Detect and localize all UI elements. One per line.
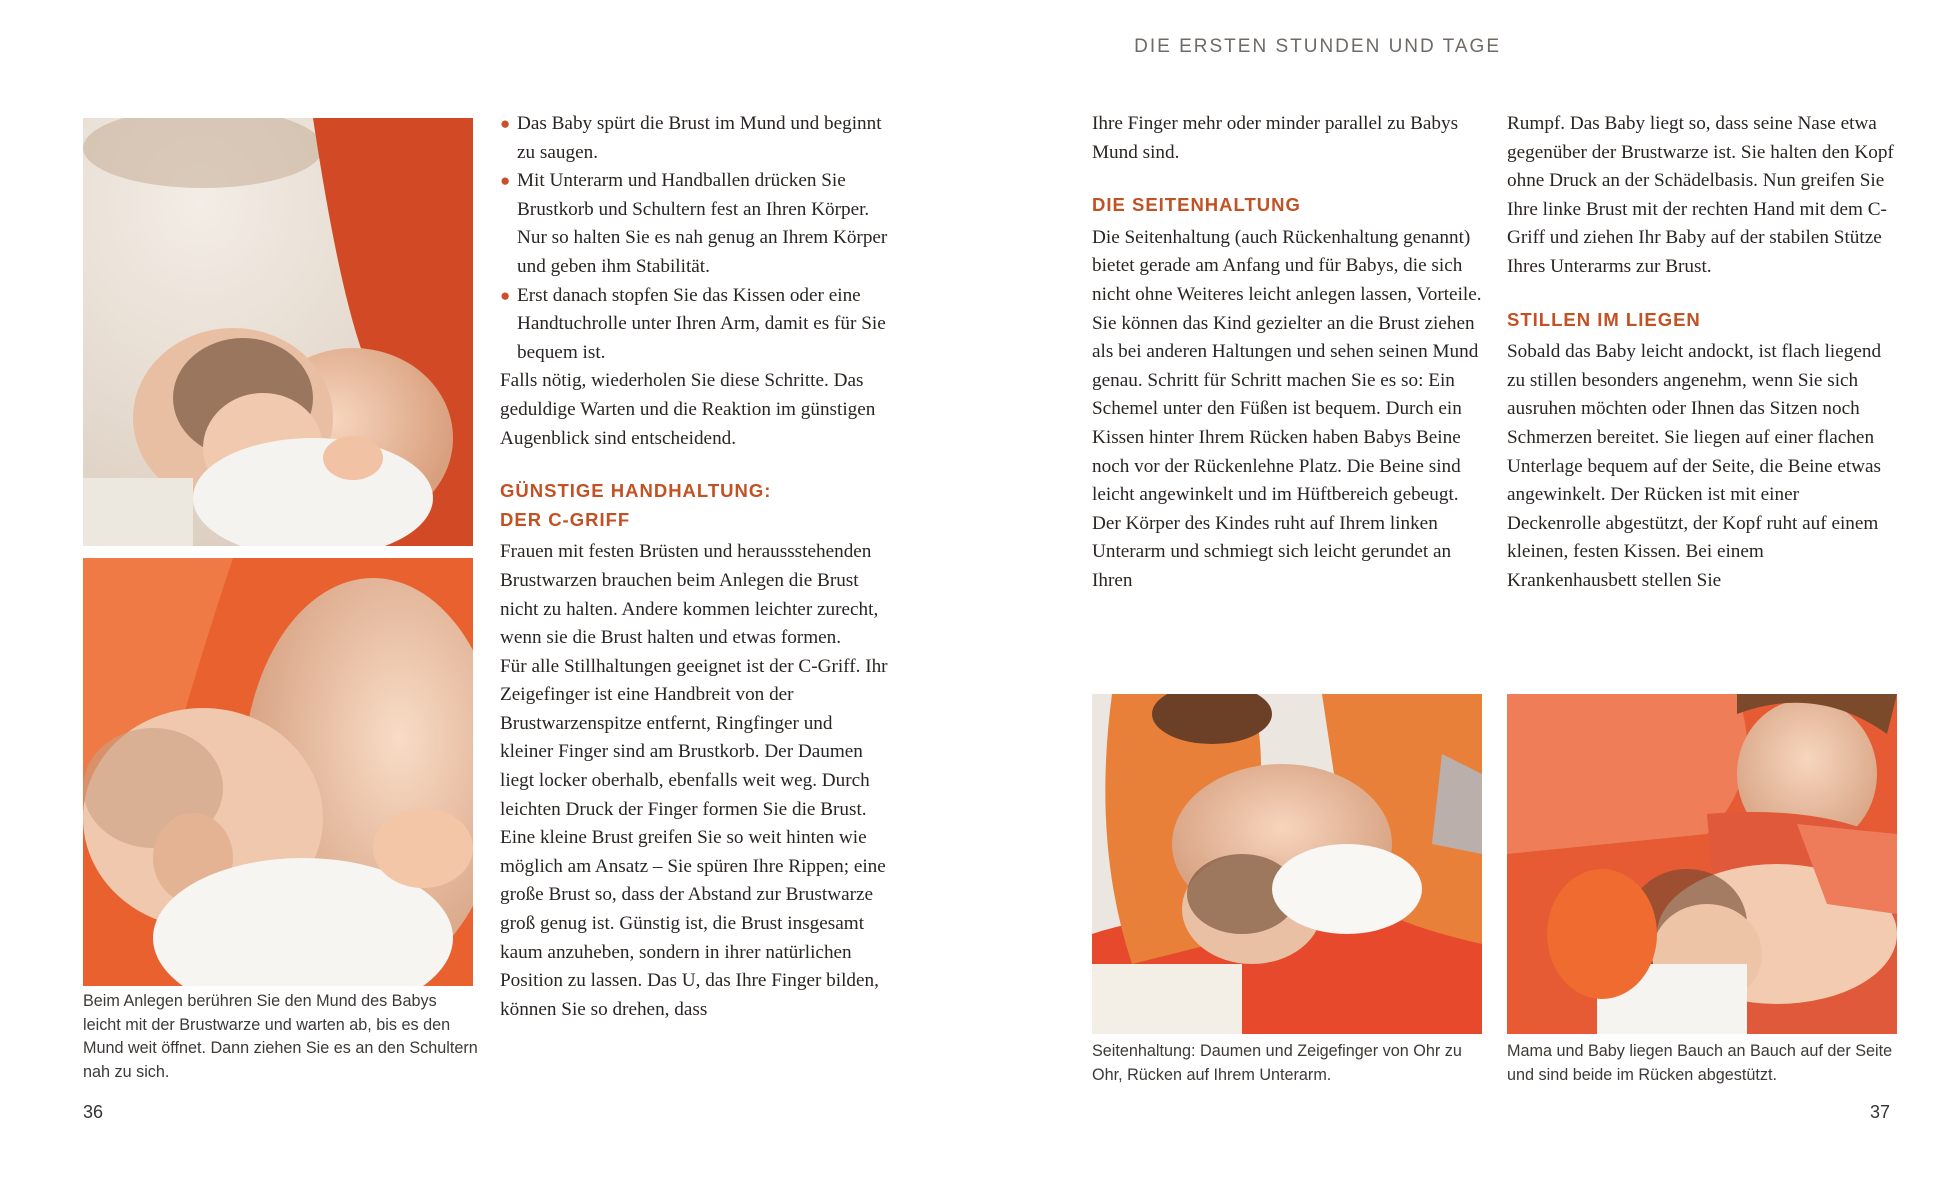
bullet-item bbox=[500, 110, 890, 167]
paragraph: Ihre Finger mehr oder minder parallel zu Babys Mund sind. bbox=[1092, 113, 1459, 163]
caption-right-1: Seitenhaltung: Daumen und Zeigefinger von Ohr zu Ohr, Rücken auf Ihrem Unterarm. bbox=[1092, 1042, 1462, 1084]
running-head: DIE ERSTEN STUNDEN UND TAGE bbox=[1134, 36, 1501, 57]
section-heading-seitenhaltung: DIE SEITENHALTUNG bbox=[1092, 194, 1301, 216]
text-column-3 bbox=[1507, 110, 1897, 596]
photo4-image bbox=[1507, 694, 1897, 1034]
heading-line: DER C-GRIFF bbox=[500, 508, 631, 530]
caption-left: Beim Anlegen berühren Sie den Mund des Babys leicht mit der Brustwarze und warten ab, bis es den Mund weit öffnet. Dann ziehen Sie es an den Schultern nah zu sich. bbox=[83, 992, 478, 1082]
photo3-image bbox=[1092, 694, 1482, 1034]
heading-line: GÜNSTIGE HANDHALTUNG: bbox=[500, 480, 772, 502]
page-number-left: 36 bbox=[83, 1102, 104, 1122]
caption-right-2: Mama und Baby liegen Bauch an Bauch auf der Seite und sind beide im Rücken abgestützt. bbox=[1507, 1042, 1893, 1084]
bullet-item bbox=[500, 167, 890, 281]
bullet-text: Mit Unterarm und Handballen drücken Sie Brustkorb und Schultern fest an Ihren Körper. Nur so halten Sie es nah genug an Ihrem Körper und geben ihm Stabilität. bbox=[517, 170, 888, 277]
photo-lying-down bbox=[1507, 694, 1897, 1034]
bullet-dot-icon: ● bbox=[500, 171, 511, 191]
section-heading-stillen-im-liegen: STILLEN IM LIEGEN bbox=[1507, 308, 1701, 330]
photo2-image bbox=[83, 558, 473, 986]
bullet-dot-icon: ● bbox=[500, 114, 511, 133]
photo-side-hold bbox=[1092, 694, 1482, 1034]
paragraph: Rumpf. Das Baby liegt so, dass seine Nase etwa gegenüber der Brustwarze ist. Sie halten den Kopf ohne Druck an der Schädelbasis. Nun greifen Sie Ihre linke Brust mit der rechten Hand mit dem C-Griff und ziehen Ihr Baby auf der stabilen Stütze Ihres Unterarms zur Brust. bbox=[1507, 113, 1894, 277]
section-heading-c-griff bbox=[500, 477, 890, 534]
page-number-right: 37 bbox=[1870, 1102, 1891, 1122]
text-column-1 bbox=[500, 110, 890, 1024]
paragraph: Sobald das Baby leicht andockt, ist flach liegend zu stillen besonders angenehm, wenn Sie sich ausruhen möchten oder Ihnen das Sitzen noch Schmerzen bereitet. Sie liegen auf einer flachen Unterlage bequem auf der Seite, die Beine etwas angewinkelt. Der Rücken ist mit einer Deckenrolle abgestützt, der Kopf ruht auf einem kleinen, festen Kissen. Bei einem Krankenhausbett stellen Sie bbox=[1507, 341, 1882, 591]
bullet-list bbox=[500, 110, 890, 367]
text-column-2 bbox=[1092, 110, 1482, 596]
bullet-text: Das Baby spürt die Brust im Mund und beginnt zu saugen. bbox=[517, 113, 882, 163]
paragraph: Falls nötig, wiederholen Sie diese Schritte. Das geduldige Warten und die Reaktion im günstigen Augenblick sind entscheidend. bbox=[500, 370, 876, 449]
bullet-item bbox=[500, 282, 890, 368]
photo-baby-close-up bbox=[83, 558, 473, 986]
paragraph: Für alle Stillhaltungen geeignet ist der C-Griff. Ihr Zeigefinger ist eine Handbreit von der Brustwarzenspitze entfernt, Ringfinger und kleiner Finger sind am Brustkorb. Der Daumen liegt locker oberhalb, ebenfalls weit weg. Durch leichten Druck der Finger formen Sie die Brust. Eine kleine Brust greifen Sie so weit hinten wie möglich am Ansatz – Sie spüren Ihre Rippen; eine große Brust so, dass der Abstand zur Brustwarze groß genug ist. Günstig ist, die Brust insgesamt kaum anzuheben, sondern in ihrer natürlichen Position zu lassen. Das U, das Ihre Finger bilden, können Sie so drehen, dass bbox=[500, 655, 888, 1020]
bullet-dot-icon: ● bbox=[500, 285, 511, 305]
bullet-text: Erst danach stopfen Sie das Kissen oder eine Handtuchrolle unter Ihren Arm, damit es für Sie bequem ist. bbox=[517, 284, 886, 363]
paragraph: Die Seitenhaltung (auch Rückenhaltung genannt) bietet gerade am Anfang und für Babys, die sich nicht ohne Weiteres leicht anlegen lassen, Vorteile. Sie können das Kind gezielter an die Brust ziehen als bei anderen Haltungen und sehen seinen Mund genau. Schritt für Schritt machen Sie es so: Ein Schemel unter den Füßen ist bequem. Durch ein Kissen hinter Ihrem Rücken haben Babys Beine noch vor der Rückenlehne Platz. Die Beine sind leicht angewinkelt und im Hüftbereich gebeugt. Der Körper des Kindes ruht auf Ihrem linken Unterarm und schmiegt sich leicht gerundet an Ihren bbox=[1092, 226, 1482, 591]
photo-breastfeeding-latch bbox=[83, 118, 473, 546]
photo1-image bbox=[83, 118, 473, 546]
paragraph: Frauen mit festen Brüsten und heraussstehenden Brustwarzen brauchen beim Anlegen die Brust nicht zu halten. Andere kommen leichter zurecht, wenn sie die Brust halten und etwas formen. bbox=[500, 541, 879, 649]
